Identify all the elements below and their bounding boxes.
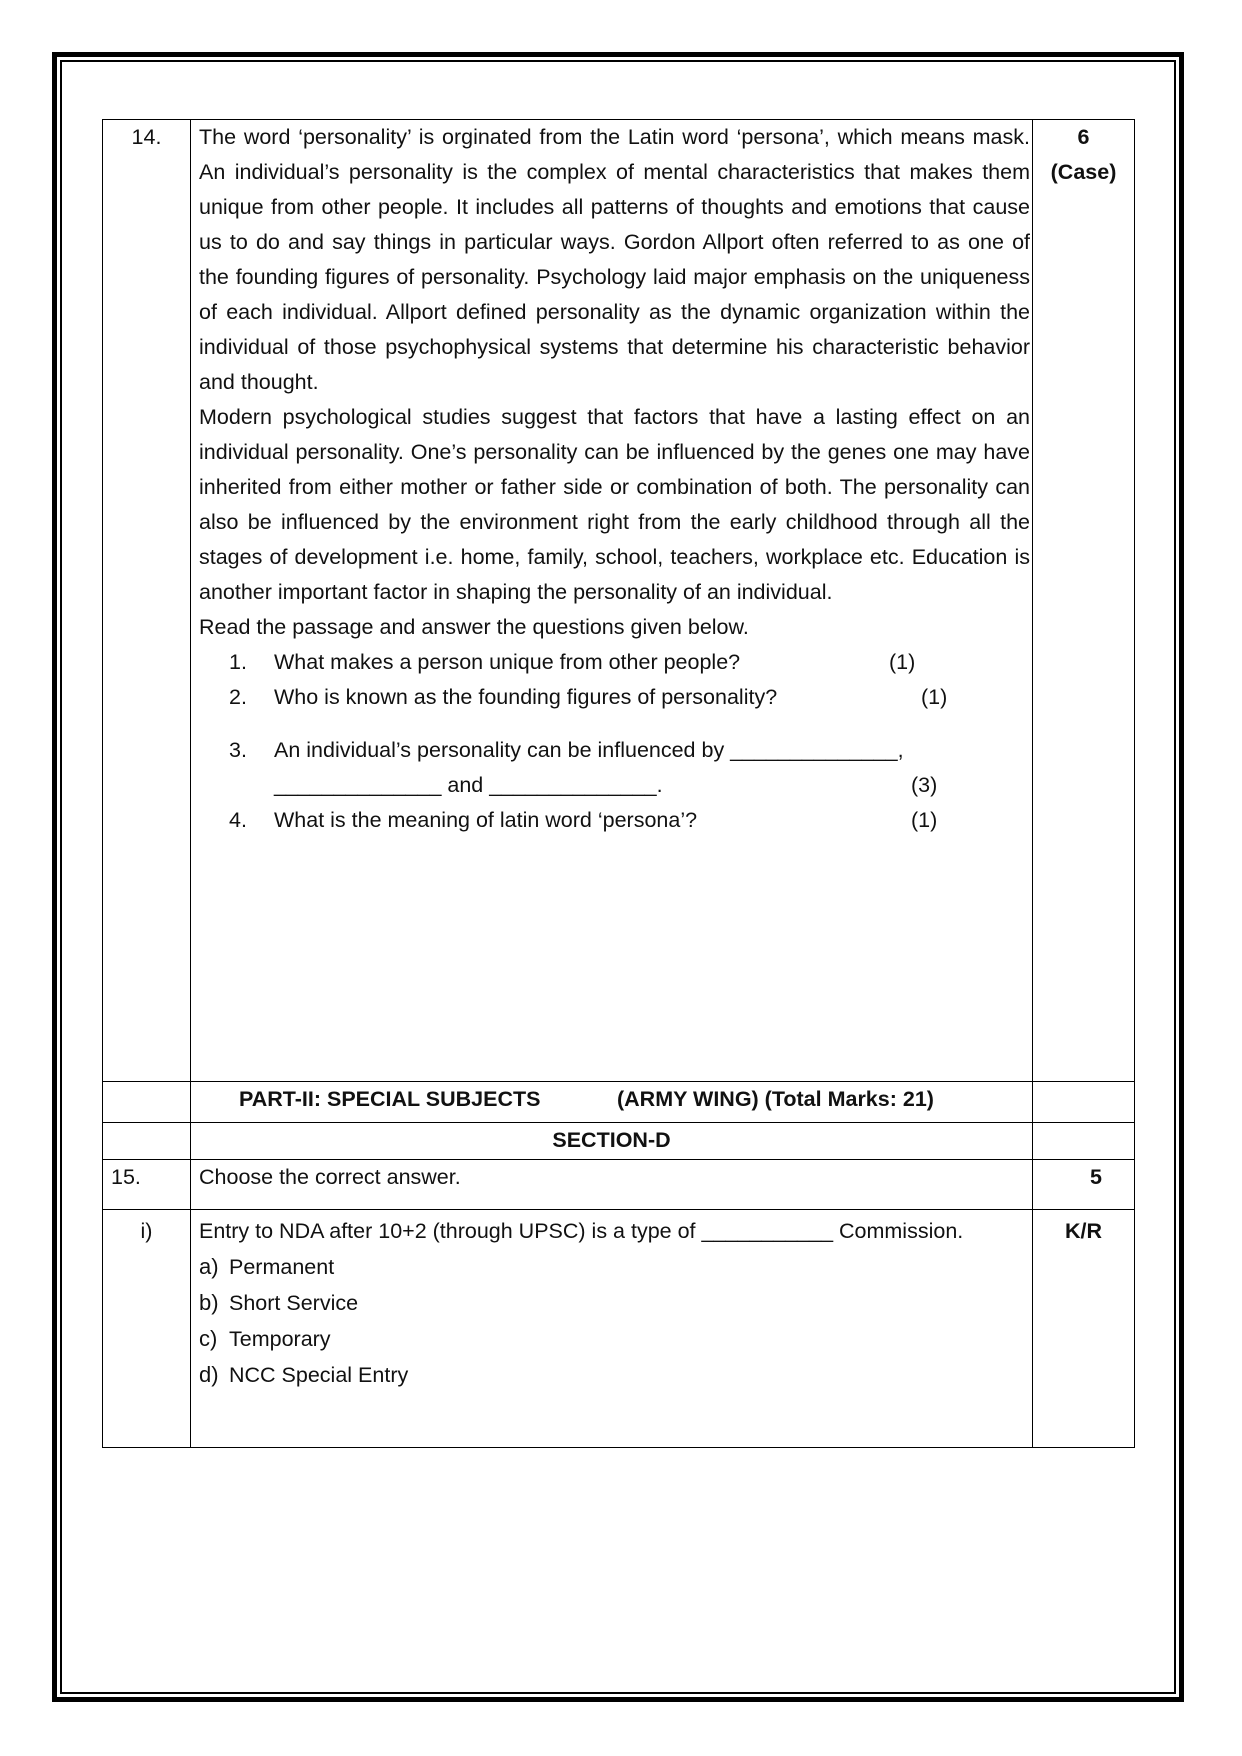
option-letter: a) xyxy=(199,1254,219,1279)
option xyxy=(191,1357,1032,1393)
question-text: Choose the correct answer. xyxy=(191,1160,1033,1210)
sub-question-number: 2. xyxy=(229,685,247,709)
sub-question xyxy=(199,733,1030,803)
sub-question-text-continued: ______________ and ______________. xyxy=(274,773,663,797)
sub-question xyxy=(199,680,1030,715)
question-number: 15. xyxy=(103,1160,191,1210)
part-subtitle: (ARMY WING) (Total Marks: 21) xyxy=(616,1087,934,1111)
part-title: PART-II: SPECIAL SUBJECTS xyxy=(239,1087,541,1111)
sub-question xyxy=(199,803,1030,838)
option-letter: b) xyxy=(199,1290,219,1315)
option-list xyxy=(191,1249,1032,1393)
marks-value: 6 xyxy=(1077,125,1090,149)
option xyxy=(191,1249,1032,1285)
spacer xyxy=(199,715,1030,733)
part-header-row xyxy=(103,1082,1135,1123)
passage-paragraph-1: The word ‘personality’ is orginated from the Latin word ‘persona’, which means mask. An individual’s personality is the complex of mental characteristics that makes them unique from other people. It includes all patterns of thoughts and emotions that cause us to do and say things in particular ways. Gordon Allport often referred to as one of the founding figures of personality. Psychology laid major emphasis on the uniqueness of each individual. Allport defined personality as the dynamic organization within the individual of those psychophysical systems that determine his characteristic behavior and thought. xyxy=(199,125,1030,394)
question-marks: 5 xyxy=(1033,1160,1135,1210)
sub-question-text: An individual’s personality can be influenced by ______________, xyxy=(274,738,904,762)
question-marks: K/R xyxy=(1033,1210,1135,1448)
case-passage xyxy=(191,120,1033,1082)
section-header-row xyxy=(103,1123,1135,1160)
section-title: SECTION-D xyxy=(191,1123,1033,1160)
sub-question-marks: (1) xyxy=(921,685,948,709)
option-text: Short Service xyxy=(229,1291,359,1315)
sub-question-marks: (1) xyxy=(911,808,938,832)
option-text: Temporary xyxy=(229,1327,331,1351)
question-table xyxy=(102,119,1135,1448)
sub-question-marks: (3) xyxy=(911,773,938,797)
sub-question-marks: (1) xyxy=(889,650,916,674)
option xyxy=(191,1285,1032,1321)
question-number: 14. xyxy=(103,120,191,1082)
question-15i-row xyxy=(103,1210,1135,1448)
sub-question-list xyxy=(199,645,1030,838)
option-letter: d) xyxy=(199,1362,219,1387)
option xyxy=(191,1321,1032,1357)
part-header xyxy=(191,1082,1033,1123)
passage-paragraph-2: Modern psychological studies suggest that factors that have a lasting effect on an individual personality. One’s personality can be influenced by the genes one may have inherited from either mother or father side or combination of both. The personality can also be influenced by the environment right from the early childhood through all the stages of development i.e. home, family, school, teachers, workplace etc. Education is another important factor in shaping the personality of an individual. xyxy=(199,405,1030,604)
instruction: Read the passage and answer the questions given below. xyxy=(199,615,749,639)
option-text: Permanent xyxy=(229,1255,335,1279)
option-letter: c) xyxy=(199,1326,218,1351)
sub-question-text: What is the meaning of latin word ‘persona’? xyxy=(274,808,698,832)
question-text: Entry to NDA after 10+2 (through UPSC) is a type of ___________ Commission. xyxy=(199,1219,964,1243)
sub-question-number: 1. xyxy=(229,650,247,674)
option-text: NCC Special Entry xyxy=(229,1363,409,1387)
sub-question-text: Who is known as the founding figures of personality? xyxy=(274,685,778,709)
question-marks xyxy=(1033,120,1135,1082)
question-14-row xyxy=(103,120,1135,1082)
sub-question-number: 4. xyxy=(229,808,247,832)
sub-question-number: 3. xyxy=(229,738,247,762)
sub-question-text: What makes a person unique from other people? xyxy=(274,650,741,674)
question-15-row xyxy=(103,1160,1135,1210)
mcq xyxy=(191,1210,1033,1448)
question-number: i) xyxy=(103,1210,191,1448)
marks-type: (Case) xyxy=(1050,160,1117,184)
sub-question xyxy=(199,645,1030,680)
